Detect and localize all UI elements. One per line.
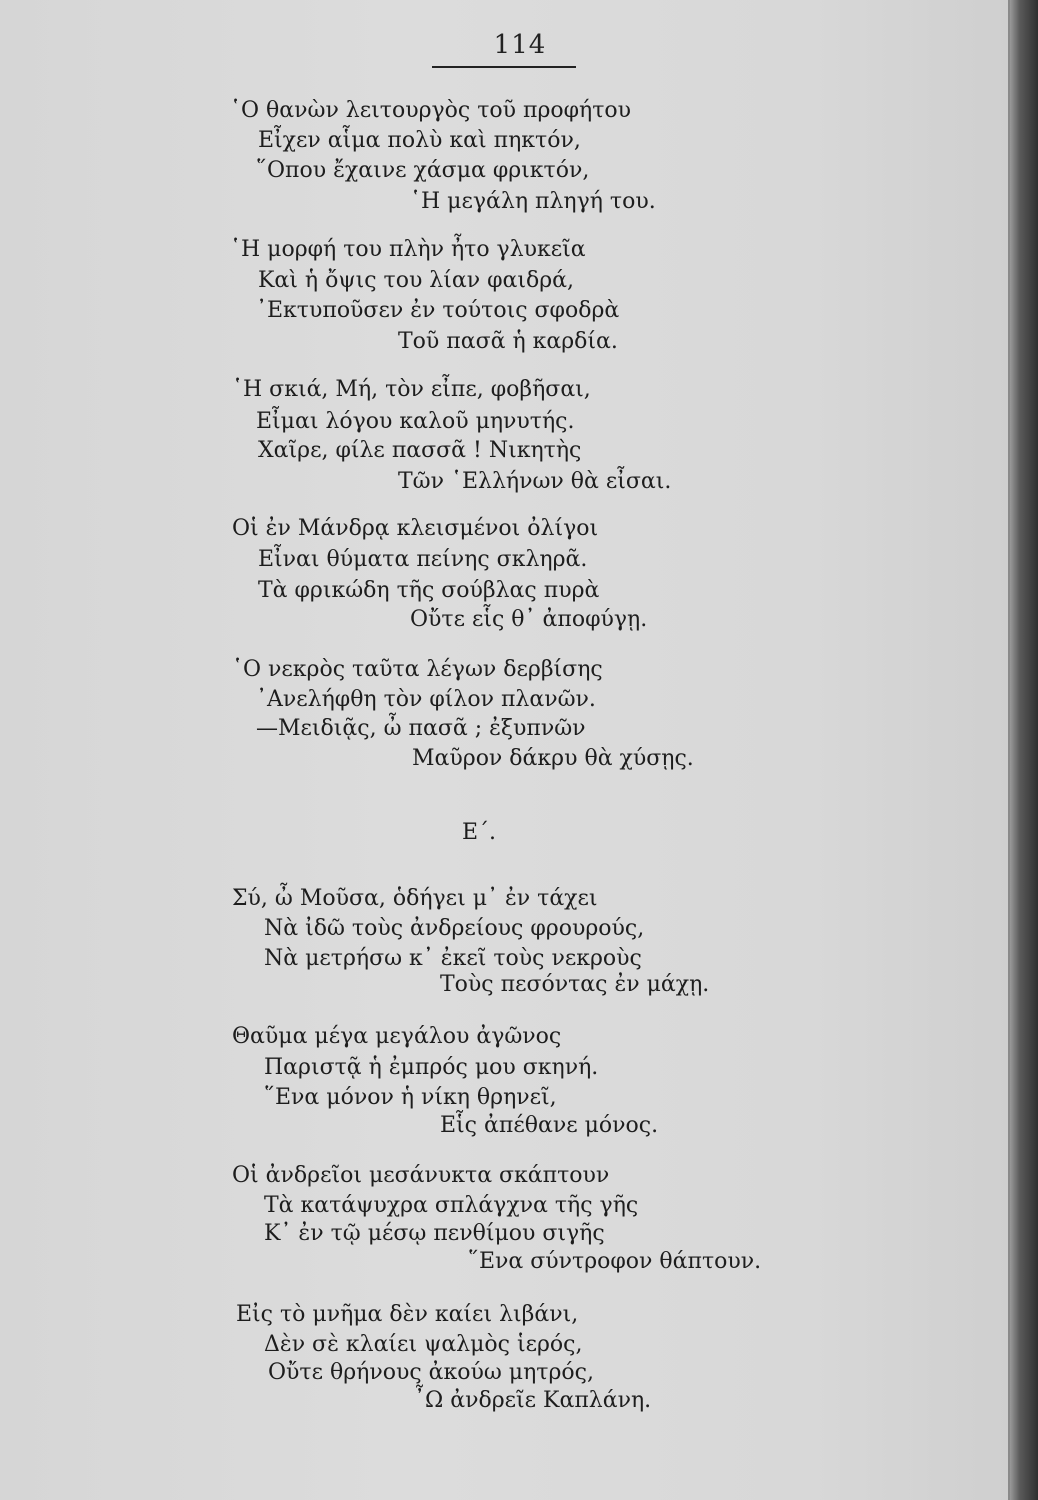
verse-line: Εἷς ἀπέθανε μόνος. xyxy=(440,1113,659,1138)
verse-line: ῞Ενα σύντροφον θάπτουν. xyxy=(468,1249,762,1274)
verse-line: ῏Ω ἀνδρεῖε Καπλάνη. xyxy=(414,1388,652,1413)
verse-line: Σύ, ὦ Μοῦσα, ὁδήγει μ᾿ ἐν τάχει xyxy=(232,886,598,911)
verse-line: ᾿Ανελήφθη τὸν φίλον πλανῶν. xyxy=(256,687,596,712)
verse-line: Νὰ ἰδῶ τοὺς ἀνδρείους φρουρούς, xyxy=(264,916,645,941)
verse-line: Παριστᾷ ἡ ἐμπρός μου σκηνή. xyxy=(264,1055,599,1080)
verse-line: Εἶχεν αἷμα πολὺ καὶ πηκτόν, xyxy=(258,128,581,153)
verse-line: Καὶ ἡ ὄψις του λίαν φαιδρά, xyxy=(258,268,575,293)
verse-line: Τῶν ῾Ελλήνων θὰ εἶσαι. xyxy=(398,469,672,494)
verse-line: Εἶμαι λόγου καλοῦ μηνυτής. xyxy=(256,409,575,434)
verse-line: Τοὺς πεσόντας ἐν μάχῃ. xyxy=(440,972,710,997)
verse-line: ᾿Εκτυποῦσεν ἐν τούτοις σφοδρὰ xyxy=(256,298,620,323)
verse-line: Τὰ φρικώδη τῆς σούβλας πυρὰ xyxy=(258,578,600,603)
page-number: 114 xyxy=(493,30,547,60)
verse-line: Τὰ κατάψυχρα σπλάγχνα τῆς γῆς xyxy=(264,1193,639,1218)
verse-line: ῾Ο θανὼν λειτουργὸς τοῦ προφήτου xyxy=(230,98,632,123)
verse-line: ῾Η σκιά, Μή, τὸν εἶπε, φοβῆσαι, xyxy=(232,377,591,402)
verse-line: Εἰς τὸ μνῆμα δὲν καίει λιβάνι, xyxy=(236,1302,579,1327)
verse-line: Θαῦμα μέγα μεγάλου ἀγῶνος xyxy=(232,1024,562,1049)
verse-line: ῾Η μεγάλη πληγή του. xyxy=(410,189,656,214)
verse-line: Εἶναι θύματα πείνης σκληρᾶ. xyxy=(258,547,588,572)
verse-line: Δὲν σὲ κλαίει ψαλμὸς ἱερός, xyxy=(264,1332,583,1357)
verse-line: Οἱ ἐν Μάνδρᾳ κλεισμένοι ὀλίγοι xyxy=(232,516,599,541)
verse-line: Νὰ μετρήσω κ᾿ ἐκεῖ τοὺς νεκροὺς xyxy=(264,946,642,971)
verse-line: ῾Η μορφή του πλὴν ἦτο γλυκεῖα xyxy=(230,237,586,262)
page-number-rule xyxy=(432,66,576,68)
verse-line: Οἱ ἀνδρεῖοι μεσάνυκτα σκάπτουν xyxy=(232,1163,610,1188)
page-edge-shadow xyxy=(1010,0,1038,1500)
verse-line: Οὔτε εἷς θ᾿ ἀποφύγῃ. xyxy=(410,607,648,632)
verse-line: Τοῦ πασᾶ ἡ καρδία. xyxy=(398,329,618,354)
verse-line: Κ᾿ ἐν τῷ μέσῳ πενθίμου σιγῆς xyxy=(264,1221,605,1246)
verse-line: Χαῖρε, φίλε πασσᾶ ! Νικητὴς xyxy=(258,438,582,463)
verse-line: Μαῦρον δάκρυ θὰ χύσῃς. xyxy=(412,746,694,771)
verse-line: —Μειδιᾷς, ὦ πασᾶ ; ἐξυπνῶν xyxy=(256,716,586,741)
verse-line: ῾Ο νεκρὸς ταῦτα λέγων δερβίσης xyxy=(232,657,603,682)
verse-line: Οὔτε θρήνους ἀκούω μητρός, xyxy=(268,1360,594,1385)
verse-line: ῞Ενα μόνον ἡ νίκη θρηνεῖ, xyxy=(264,1085,557,1110)
verse-line: ῞Οπου ἔχαινε χάσμα φρικτόν, xyxy=(256,158,590,183)
section-heading: Ε΄. xyxy=(462,820,497,845)
